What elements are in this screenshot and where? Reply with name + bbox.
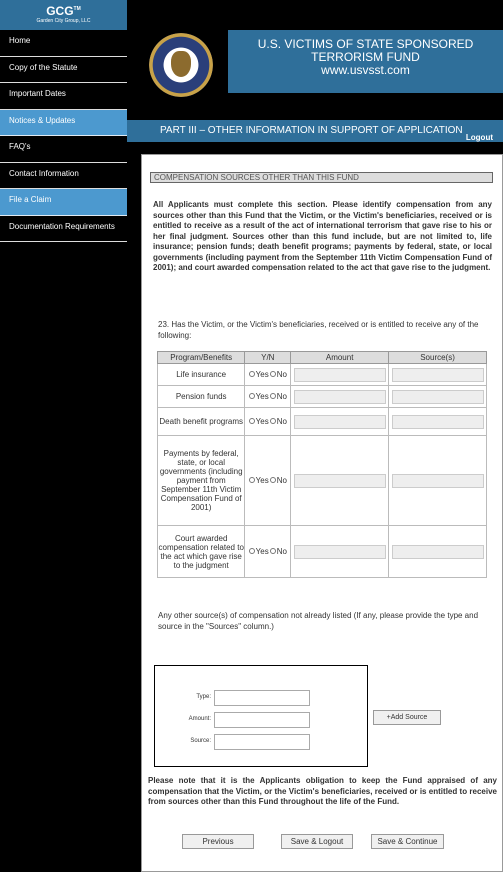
header-url: www.usvsst.com [321,63,410,77]
part-title-bar: PART III – OTHER INFORMATION IN SUPPORT OF APPLICATION [127,120,503,142]
table-row [158,436,487,526]
table-row [158,364,487,386]
header-line-2: TERRORISM FUND [311,50,420,64]
amount-input[interactable] [294,474,386,488]
eagle-icon [171,51,191,77]
save-logout-button[interactable]: Save & Logout [281,834,353,849]
no-label: No [276,475,287,485]
sources-input[interactable] [392,390,484,404]
sidebar [0,0,127,872]
site-header [228,30,503,93]
sources-cell [389,364,487,386]
yes-radio[interactable] [249,418,255,424]
yn-cell [245,526,291,578]
no-label: No [276,546,287,556]
sources-input[interactable] [392,415,484,429]
source-label: Source: [190,738,211,744]
type-row [155,690,369,706]
no-radio[interactable] [270,548,276,554]
sidebar-item-faqs[interactable]: FAQ's [0,136,127,163]
add-source-form [154,665,368,767]
yes-label: Yes [255,416,269,426]
logo-mark: GCG [46,4,74,18]
amount-cell [291,526,389,578]
section-title: COMPENSATION SOURCES OTHER THAN THIS FUND [150,172,493,183]
yes-radio[interactable] [249,477,255,483]
program-cell: Life insurance [158,364,245,386]
type-label: Type: [196,694,211,700]
yes-label: Yes [255,369,269,379]
sidebar-item-statute[interactable]: Copy of the Statute [0,57,127,84]
sources-input[interactable] [392,545,484,559]
table-row [158,408,487,436]
col-header-amount: Amount [291,352,389,364]
other-sources-text: Any other source(s) of compensation not already listed (If any, please provide the type and source in the "Sources" column.) [158,611,479,631]
sidebar-item-important-dates[interactable]: Important Dates [0,83,127,110]
amount-input[interactable] [294,415,386,429]
table-header-row [158,352,487,364]
gcg-logo [0,0,127,30]
amount-cell [291,386,389,408]
amount-cell [291,408,389,436]
yes-radio[interactable] [249,371,255,377]
amount-field[interactable] [214,712,310,728]
add-source-button[interactable]: +Add Source [373,710,441,725]
col-header-sources: Source(s) [389,352,487,364]
amount-label: Amount: [188,716,211,722]
table-row [158,386,487,408]
no-label: No [276,416,287,426]
amount-cell [291,364,389,386]
amount-input[interactable] [294,368,386,382]
program-cell: Court awarded compensation related to the act which gave rise to the judgment [158,526,245,578]
logout-link[interactable]: Logout [465,133,493,142]
sidebar-item-home[interactable]: Home [0,30,127,57]
table-row [158,526,487,578]
amount-input[interactable] [294,390,386,404]
col-header-yn: Y/N [245,352,291,364]
sidebar-item-documentation[interactable]: Documentation Requirements [0,216,127,243]
previous-button[interactable]: Previous [182,834,254,849]
no-radio[interactable] [270,371,276,377]
yn-cell [245,408,291,436]
col-header-program: Program/Benefits [158,352,245,364]
sources-input[interactable] [392,368,484,382]
amount-input[interactable] [294,545,386,559]
question-23: 23. Has the Victim, or the Victim's beneficiaries, received or is entitled to receive any of the following: [158,320,479,340]
no-radio[interactable] [270,393,276,399]
logo-company: Garden City Group, LLC [36,18,91,24]
no-label: No [276,391,287,401]
header-line-1: U.S. VICTIMS OF STATE SPONSORED [257,37,474,51]
yn-cell [245,386,291,408]
sidebar-item-notices[interactable]: Notices & Updates [0,110,127,137]
yn-cell [245,436,291,526]
sources-cell [389,408,487,436]
yes-label: Yes [255,475,269,485]
save-continue-button[interactable]: Save & Continue [371,834,444,849]
type-input[interactable] [214,690,310,706]
logo-tm: TM [73,6,81,12]
yes-radio[interactable] [249,548,255,554]
amount-row [155,712,369,728]
main-panel [141,154,503,872]
source-input[interactable] [214,734,310,750]
program-cell: Death benefit programs [158,408,245,436]
no-radio[interactable] [270,477,276,483]
amount-cell [291,436,389,526]
sources-cell [389,436,487,526]
yes-label: Yes [255,546,269,556]
sources-cell [389,526,487,578]
program-cell: Pension funds [158,386,245,408]
sidebar-nav [0,30,127,242]
sources-input[interactable] [392,474,484,488]
obligation-note: Please note that it is the Applicants obligation to keep the Fund appraised of any compensation that the Victim, or the Victim's beneficiaries, received or is entitled to receive from sources other than this Fund throughout the life of the Fund. [148,776,497,806]
section-intro: All Applicants must complete this section. Please identify compensation from any sources other than this Fund that the Victim, or the Victim's beneficiaries, received or is entitled to receive as a result of the act of international terrorism that gave rise to his or her final judgment. Sources other than this fund include, but are not limited to, life insurance; pension funds; death benefit programs; payments by federal, state, or local governments (including payment from the September 11th Victim Compensation Fund of 2001); and court awarded compensation related to the act that gave rise to the judgment. [153,200,492,272]
no-label: No [276,369,287,379]
source-row [155,734,369,750]
yes-radio[interactable] [249,393,255,399]
benefits-table [157,351,487,578]
program-cell: Payments by federal, state, or local governments (including payment from September 11th Victim Compensation Fund of 2001) [158,436,245,526]
sidebar-item-file-claim[interactable]: File a Claim [0,189,127,216]
yes-label: Yes [255,391,269,401]
doj-seal-icon [149,33,213,97]
yn-cell [245,364,291,386]
sources-cell [389,386,487,408]
sidebar-item-contact[interactable]: Contact Information [0,163,127,190]
no-radio[interactable] [270,418,276,424]
